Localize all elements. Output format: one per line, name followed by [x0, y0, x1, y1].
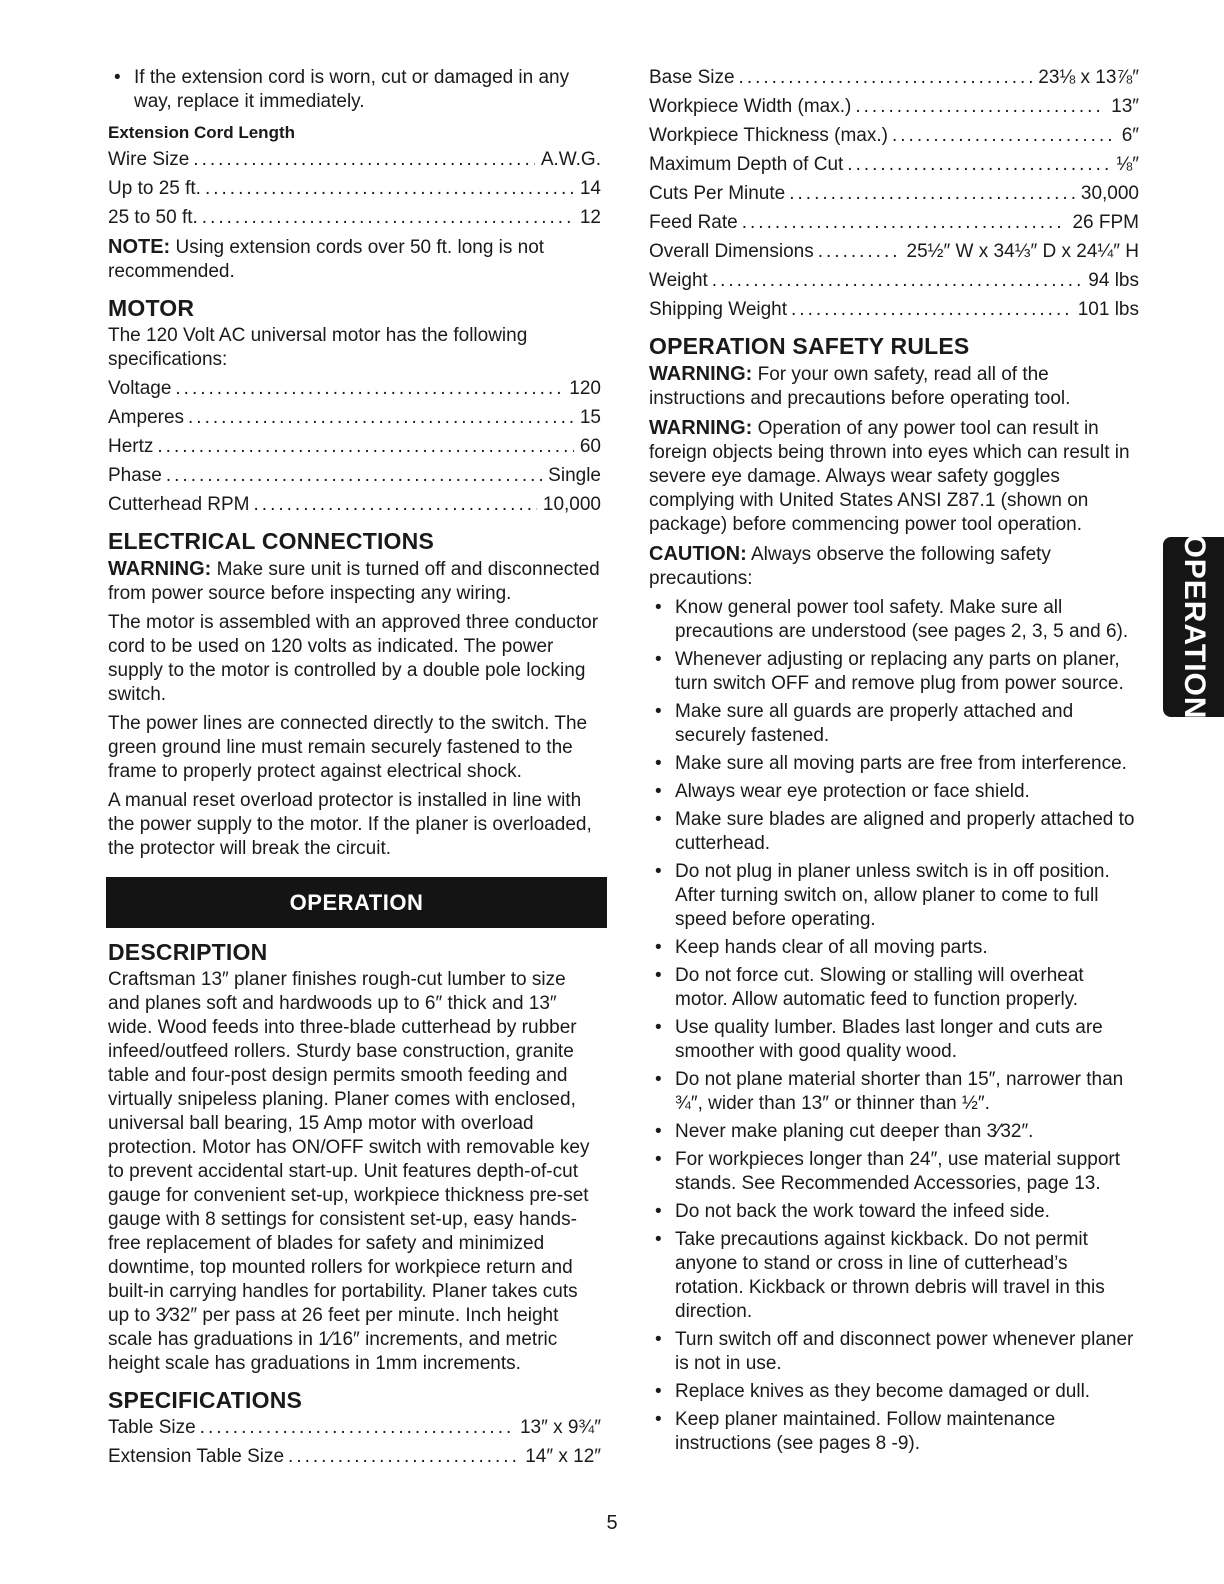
spec-table-left	[108, 1416, 601, 1469]
spec-row: Base Size ..... 23⅛ x 13⅞″	[649, 66, 1139, 90]
left-column	[108, 66, 601, 1474]
safety-rule: • Do not plane material shorter than 15″, narrower than ¾″, wider than 13″ or thinner than ½″.	[649, 1068, 1139, 1116]
motor-row: Phase ..... Single	[108, 464, 601, 488]
page-number: 5	[606, 1512, 618, 1534]
cord-bullet: • If the extension cord is worn, cut or damaged in any way, replace it immediately.	[108, 66, 601, 114]
spec-row: Workpiece Width (max.) ..... 13″	[649, 95, 1139, 119]
safety-rule: • Do not back the work toward the infeed side.	[649, 1200, 1139, 1224]
description-heading: DESCRIPTION	[108, 939, 268, 965]
safety-rule: • Keep hands clear of all moving parts.	[649, 936, 1139, 960]
spec-row: Workpiece Thickness (max.) ..... 6″	[649, 124, 1139, 148]
safety-rule: • For workpieces longer than 24″, use material support stands. See Recommended Accessories, page 13.	[649, 1148, 1139, 1196]
safety-rule: • Know general power tool safety. Make sure all precautions are understood (see pages 2, 3, 5 and 6).	[649, 596, 1139, 644]
motor-row: Hertz ..... 60	[108, 435, 601, 459]
cord-table	[108, 148, 601, 230]
spec-row: Weight ..... 94 lbs	[649, 269, 1139, 293]
safety-rule: • Keep planer maintained. Follow maintenance instructions (see pages 8 -9).	[649, 1408, 1139, 1456]
safety-rule: • Make sure all guards are properly attached and securely fastened.	[649, 700, 1139, 748]
safety-rule: • Do not force cut. Slowing or stalling will overheat motor. Allow automatic feed to function properly.	[649, 964, 1139, 1012]
cord-row: Wire Size ..... A.W.G.	[108, 148, 601, 172]
right-column	[649, 66, 1139, 1460]
spec-row: Shipping Weight ..... 101 lbs	[649, 298, 1139, 322]
spec-row: Cuts Per Minute ..... 30,000	[649, 182, 1139, 206]
safety-rule: • Do not plug in planer unless switch is in off position. After turning switch on, allow planer to come to full speed before operating.	[649, 860, 1139, 932]
electrical-paragraph: A manual reset overload protector is installed in line with the power supply to the motor. If the planer is overloaded, the protector will break the circuit.	[108, 790, 592, 859]
cord-table-title: Extension Cord Length	[108, 123, 295, 142]
electrical-paragraph: The power lines are connected directly to the switch. The green ground line must remain securely fastened to the frame to properly protect against electrical shock.	[108, 713, 588, 782]
cord-row: Up to 25 ft. ..... 14	[108, 177, 601, 201]
safety-rules-list	[649, 596, 1139, 1456]
spec-row: Maximum Depth of Cut ..... ⅛″	[649, 153, 1139, 177]
spec-row: Table Size ..... 13″ x 9¾″	[108, 1416, 601, 1440]
safety-rule: • Turn switch off and disconnect power whenever planer is not in use.	[649, 1328, 1139, 1376]
electrical-warning: WARNING: Make sure unit is turned off and disconnected from power source before inspecting any wiring.	[108, 558, 600, 604]
motor-row: Amperes ..... 15	[108, 406, 601, 430]
spec-row: Extension Table Size ..... 14″ x 12″	[108, 1445, 601, 1469]
operation-banner: OPERATION	[106, 877, 607, 928]
safety-warning: WARNING: Operation of any power tool can result in foreign objects being thrown into eyes which can result in severe eye damage. Always wear safety goggles complying with United States ANSI Z87.1 (shown on package) before commencing power tool operation.	[649, 417, 1130, 535]
section-side-tab	[1163, 534, 1224, 720]
cord-bullet-list	[108, 66, 601, 114]
cord-row: 25 to 50 ft. ..... 12	[108, 206, 601, 230]
motor-row: Voltage ..... 120	[108, 377, 601, 401]
safety-rule: • Whenever adjusting or replacing any parts on planer, turn switch OFF and remove plug from power source.	[649, 648, 1139, 696]
motor-heading: MOTOR	[108, 295, 195, 321]
spec-row: Feed Rate ..... 26 FPM	[649, 211, 1139, 235]
motor-row: Cutterhead RPM ..... 10,000	[108, 493, 601, 517]
spec-table-right	[649, 66, 1139, 322]
safety-heading: OPERATION SAFETY RULES	[649, 333, 970, 359]
description-text: Craftsman 13″ planer finishes rough-cut lumber to size and planes soft and hardwoods up to 6″ thick and 13″ wide. Wood feeds into three-blade cutterhead by rubber infeed/outfeed rollers. Sturdy base construction, granite table and four-post design permits smooth feeding and virtually snipeless planing. Planer comes with enclosed, universal ball bearing, 15 Amp motor with overload protection. Motor has ON/OFF switch with removable key to prevent accidental start-up. Unit features depth-of-cut gauge for convenient set-up, workpiece thickness pre-set gauge with 8 settings for consistent set-up, easy hands-free replacement of blades for safety and minimized downtime, top mounted rollers for workpiece return and built-in carrying handles for portability. Planer takes cuts up to 3⁄32″ per pass at 26 feet per minute. Inch height scale has graduations in 1⁄16″ increments, and metric height scale has graduations in 1mm increments.	[108, 969, 590, 1374]
motor-intro: The 120 Volt AC universal motor has the following specifications:	[108, 325, 528, 370]
electrical-paragraph: The motor is assembled with an approved three conductor cord to be used on 120 volts as indicated. The power supply to the motor is controlled by a double pole locking switch.	[108, 612, 599, 705]
cord-note: NOTE: Using extension cords over 50 ft. long is not recommended.	[108, 236, 545, 282]
specifications-heading: SPECIFICATIONS	[108, 1387, 303, 1413]
safety-rule: • Never make planing cut deeper than 3⁄32″.	[649, 1120, 1139, 1144]
safety-warning: WARNING: For your own safety, read all of the instructions and precautions before operating tool.	[649, 363, 1071, 409]
safety-rule: • Make sure all moving parts are free from interference.	[649, 752, 1139, 776]
safety-caution: CAUTION: Always observe the following safety precautions:	[649, 543, 1051, 589]
safety-rule: • Replace knives as they become damaged or dull.	[649, 1380, 1139, 1404]
safety-rule: • Make sure blades are aligned and properly attached to cutterhead.	[649, 808, 1139, 856]
safety-rule: • Take precautions against kickback. Do not permit anyone to stand or cross in line of cutterhead’s rotation. Kickback or thrown debris will travel in this direction.	[649, 1228, 1139, 1324]
spec-row: Overall Dimensions ..... 25½″ W x 34⅓″ D x 24¼″ H	[649, 240, 1139, 264]
motor-spec-table	[108, 377, 601, 517]
safety-rule: • Use quality lumber. Blades last longer and cuts are smoother with good quality wood.	[649, 1016, 1139, 1064]
safety-rule: • Always wear eye protection or face shield.	[649, 780, 1139, 804]
electrical-heading: ELECTRICAL CONNECTIONS	[108, 528, 434, 554]
section-side-tab-label: OPERATION	[1177, 534, 1211, 720]
